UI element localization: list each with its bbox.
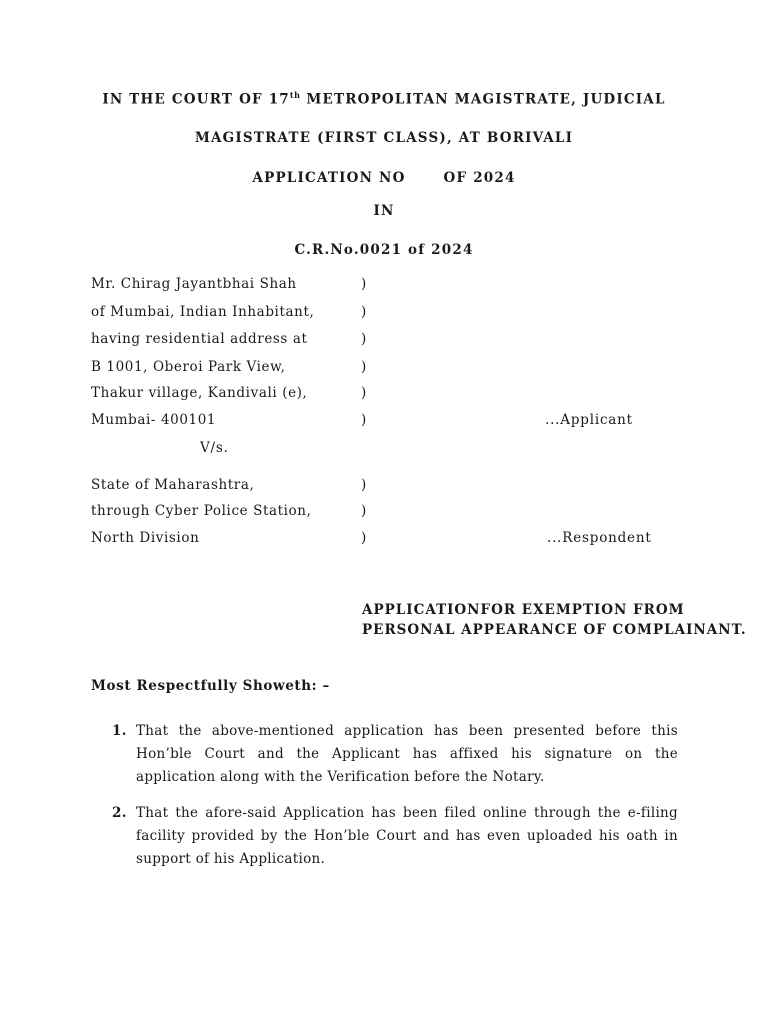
bracket-mark: ) bbox=[361, 276, 367, 292]
applicant-line-3: having residential address at bbox=[91, 331, 308, 347]
court-heading-line1 bbox=[0, 90, 768, 108]
application-number-line bbox=[0, 170, 768, 186]
numbered-paragraph bbox=[112, 802, 678, 871]
application-title bbox=[362, 600, 747, 640]
court-heading-text-cont: METROPOLITAN MAGISTRATE, JUDICIAL bbox=[300, 91, 666, 108]
numbered-paragraph bbox=[112, 720, 678, 789]
applicant-line-6: Mumbai- 400101 bbox=[91, 412, 217, 428]
ordinal-superscript: th bbox=[289, 90, 301, 100]
application-title-line1: APPLICATIONFOR EXEMPTION FROM bbox=[362, 602, 685, 618]
respondent-line-2: through Cyber Police Station, bbox=[91, 503, 312, 519]
applicant-line-2: of Mumbai, Indian Inhabitant, bbox=[91, 304, 315, 320]
paragraph-number: 1. bbox=[112, 723, 127, 739]
bracket-mark: ) bbox=[361, 331, 367, 347]
respondent-role: ...Respondent bbox=[547, 530, 652, 546]
in-connector: IN bbox=[373, 203, 395, 219]
bracket-mark: ) bbox=[361, 359, 367, 375]
application-no-label: APPLICATION NO bbox=[252, 170, 406, 186]
bracket-mark: ) bbox=[361, 477, 367, 493]
bracket-mark: ) bbox=[361, 503, 367, 519]
applicant-line-5: Thakur village, Kandivali (e), bbox=[91, 385, 308, 401]
bracket-mark: ) bbox=[361, 530, 367, 546]
respondent-line-3: North Division bbox=[91, 530, 200, 546]
applicant-line-4: B 1001, Oberoi Park View, bbox=[91, 359, 286, 375]
court-heading-line2: MAGISTRATE (FIRST CLASS), AT BORIVALI bbox=[194, 130, 574, 146]
bracket-mark: ) bbox=[361, 385, 367, 401]
paragraph-text: That the above-mentioned application has been presented before this Hon’ble Court and the Applicant has affixed his signature on the application along with the Verification before the Notary. bbox=[136, 723, 678, 785]
applicant-role: ...Applicant bbox=[545, 412, 633, 428]
paragraph-text: That the afore-said Application has been filed online through the e-filing facility provided by the Hon’ble Court and has even uploaded his oath in support of his Application. bbox=[136, 805, 678, 867]
bracket-mark: ) bbox=[361, 412, 367, 428]
versus-label: V/s. bbox=[200, 440, 229, 456]
application-year: OF 2024 bbox=[443, 170, 516, 186]
paragraph-number: 2. bbox=[112, 805, 127, 821]
showeth-heading: Most Respectfully Showeth: – bbox=[91, 678, 330, 694]
application-title-line2: PERSONAL APPEARANCE OF COMPLAINANT. bbox=[362, 622, 747, 638]
court-heading-text: IN THE COURT OF 17 bbox=[102, 91, 290, 108]
respondent-line-1: State of Maharashtra, bbox=[91, 477, 255, 493]
cr-number: C.R.No.0021 of 2024 bbox=[294, 242, 474, 258]
bracket-mark: ) bbox=[361, 304, 367, 320]
applicant-line-1: Mr. Chirag Jayantbhai Shah bbox=[91, 276, 297, 292]
